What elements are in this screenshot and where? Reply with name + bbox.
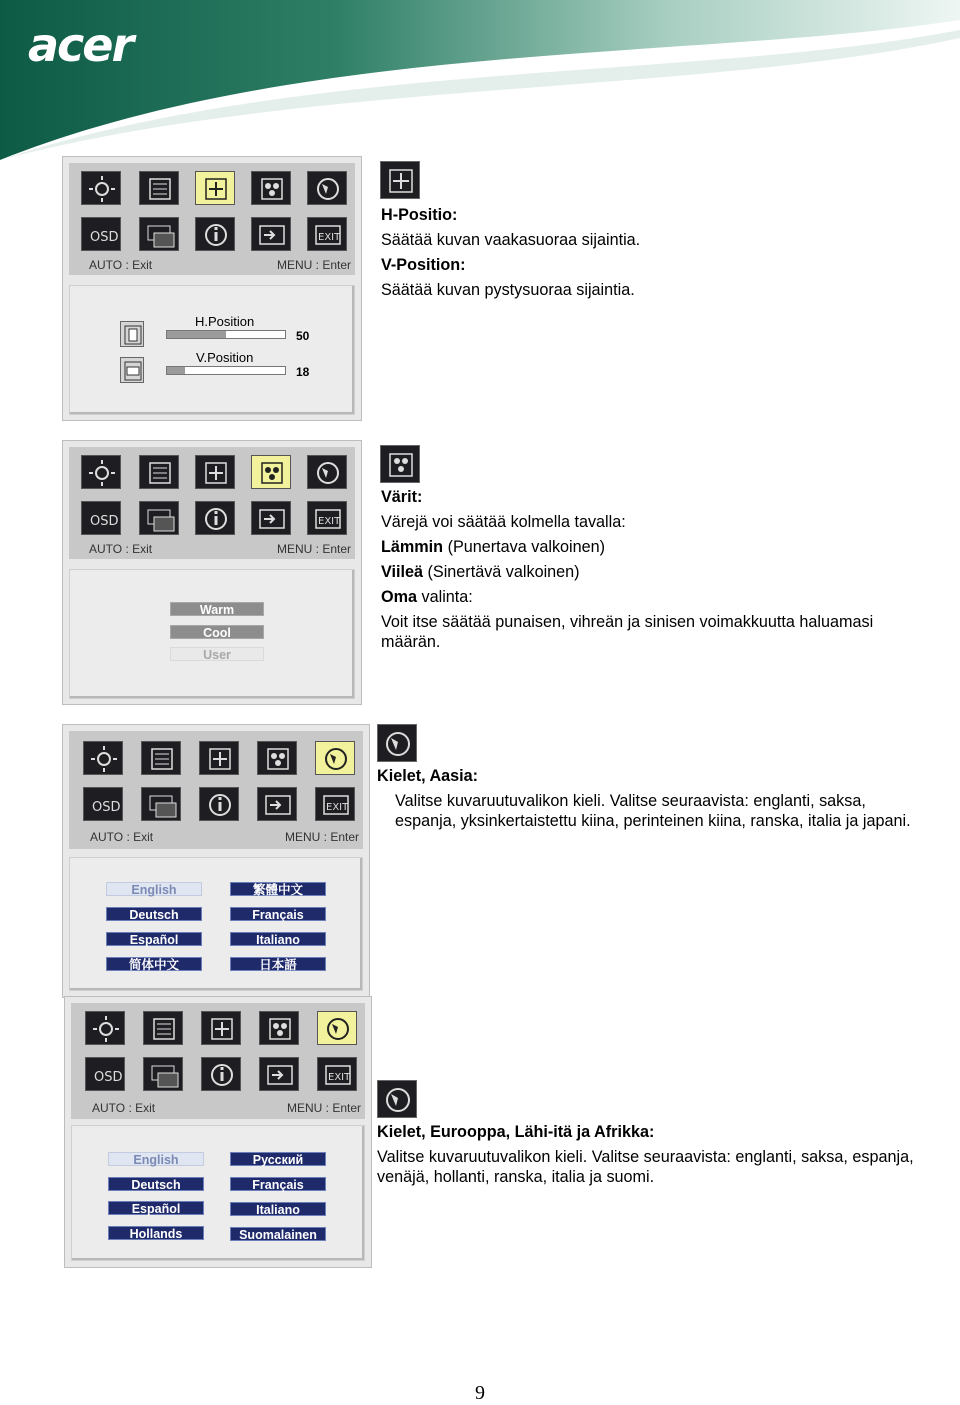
warm-option[interactable]: Warm <box>170 602 264 616</box>
osd-menu-bar <box>69 731 363 849</box>
osd-position-panel <box>62 156 362 421</box>
lang-right-3[interactable]: Italiano <box>230 932 326 946</box>
menu-enter-label: MENU : Enter <box>284 830 359 844</box>
color-title: Värit: <box>381 488 423 506</box>
language-icon <box>377 724 417 762</box>
v-position-value: 18 <box>296 365 310 379</box>
language-asia-desc: Valitse kuvaruutuvalikon kieli. Valitse seuraavista: englanti, saksa, espanja, yksinkertaistettu kiina, perinteinen kiina, ranska, italia ja japani. <box>395 792 911 830</box>
info-icon[interactable] <box>195 501 235 535</box>
svg-text:OSD: OSD <box>90 230 119 245</box>
v-position-title: V-Position: <box>381 256 466 274</box>
auto-exit-label: AUTO : Exit <box>90 830 154 844</box>
input-icon[interactable] <box>257 787 297 821</box>
cool-term: Viileä <box>381 563 424 581</box>
setup-icon[interactable] <box>139 217 179 251</box>
cool-desc: (Sinertävä valkoinen) <box>423 563 580 581</box>
color-icon[interactable] <box>257 741 297 775</box>
cool-option[interactable]: Cool <box>170 625 264 639</box>
user-line <box>381 587 473 607</box>
language-icon[interactable] <box>315 741 355 775</box>
v-position-fill <box>167 367 185 374</box>
color-icon <box>380 445 420 483</box>
exit-icon[interactable] <box>307 217 347 251</box>
lang-right-4[interactable]: 日本語 <box>230 957 326 971</box>
position-icon[interactable] <box>195 455 235 489</box>
user-desc: valinta: <box>417 588 473 606</box>
info-icon[interactable] <box>199 787 239 821</box>
position-icon[interactable] <box>199 741 239 775</box>
page-number: 9 <box>475 1382 485 1404</box>
v-position-slider[interactable] <box>166 366 286 375</box>
auto-exit-label: AUTO : Exit <box>89 258 153 272</box>
lang-left-1[interactable]: English <box>106 882 202 896</box>
osd-menu-bar <box>71 1003 365 1119</box>
osd-menu-bar <box>69 447 355 559</box>
svg-text:EXIT: EXIT <box>326 802 349 813</box>
osd-color-panel <box>62 440 362 705</box>
lang-right-4[interactable]: Suomalainen <box>230 1227 326 1241</box>
color-icon[interactable] <box>251 171 291 205</box>
picture-icon[interactable] <box>143 1011 183 1045</box>
osd-position-body <box>69 285 355 415</box>
position-icon <box>380 161 420 199</box>
input-icon[interactable] <box>259 1057 299 1091</box>
lang-right-1[interactable]: 繁體中文 <box>230 882 326 896</box>
brightness-icon[interactable] <box>81 171 121 205</box>
user-term: Oma <box>381 588 417 606</box>
language-icon[interactable] <box>307 455 347 489</box>
h-position-title: H-Positio: <box>381 206 458 224</box>
lang-left-2[interactable]: Deutsch <box>106 907 202 921</box>
lang-left-3[interactable]: Español <box>108 1201 204 1215</box>
lang-left-4[interactable]: Hollands <box>108 1226 204 1240</box>
brand-logo: acer <box>28 18 133 72</box>
v-position-label: V.Position <box>196 350 254 365</box>
position-icon[interactable] <box>195 171 235 205</box>
language-emea-desc: Valitse kuvaruutuvalikon kieli. Valitse seuraavista: englanti, saksa, espanja, venäjä, hollanti, ranska, italia ja suomi. <box>377 1148 914 1186</box>
lang-right-2[interactable]: Français <box>230 1177 326 1191</box>
auto-exit-label: AUTO : Exit <box>92 1101 156 1115</box>
color-icon[interactable] <box>259 1011 299 1045</box>
h-position-value: 50 <box>296 329 310 343</box>
user-detail: Voit itse säätää punaisen, vihreän ja sinisen voimakkuutta haluamasi määrän. <box>381 613 874 651</box>
svg-text:EXIT: EXIT <box>318 232 341 243</box>
osd-language-emea-panel <box>64 996 372 1268</box>
h-position-fill <box>167 331 226 338</box>
svg-text:EXIT: EXIT <box>328 1072 351 1083</box>
exit-icon[interactable] <box>315 787 355 821</box>
auto-exit-label: AUTO : Exit <box>89 542 153 556</box>
exit-icon[interactable] <box>317 1057 357 1091</box>
svg-text:OSD: OSD <box>90 514 119 529</box>
language-icon[interactable] <box>317 1011 357 1045</box>
info-icon[interactable] <box>195 217 235 251</box>
picture-icon[interactable] <box>139 455 179 489</box>
h-position-slider[interactable] <box>166 330 286 339</box>
color-intro: Värejä voi säätää kolmella tavalla: <box>381 513 626 531</box>
svg-text:OSD: OSD <box>94 1070 123 1085</box>
lang-right-2[interactable]: Français <box>230 907 326 921</box>
language-icon[interactable] <box>307 171 347 205</box>
language-emea-title: Kielet, Eurooppa, Lähi-itä ja Afrikka: <box>377 1123 655 1141</box>
h-position-icon <box>120 321 144 347</box>
osd-language-body <box>69 857 363 991</box>
osd-icon[interactable] <box>81 501 121 535</box>
lang-left-2[interactable]: Deutsch <box>108 1177 204 1191</box>
osd-icon[interactable] <box>83 787 123 821</box>
v-position-desc: Säätää kuvan pystysuoraa sijaintia. <box>381 281 635 299</box>
setup-icon[interactable] <box>141 787 181 821</box>
osd-language-body <box>71 1125 365 1261</box>
menu-enter-label: MENU : Enter <box>276 258 351 272</box>
input-icon[interactable] <box>251 501 291 535</box>
svg-text:OSD: OSD <box>92 800 121 815</box>
user-option[interactable]: User <box>170 647 264 661</box>
lang-left-3[interactable]: Español <box>106 932 202 946</box>
info-icon[interactable] <box>201 1057 241 1091</box>
menu-enter-label: MENU : Enter <box>286 1101 361 1115</box>
lang-left-4[interactable]: 简体中文 <box>106 957 202 971</box>
h-position-desc: Säätää kuvan vaakasuoraa sijaintia. <box>381 231 641 249</box>
osd-color-body <box>69 569 355 699</box>
brightness-icon[interactable] <box>81 455 121 489</box>
lang-left-1[interactable]: English <box>108 1152 204 1166</box>
h-position-label: H.Position <box>195 314 255 329</box>
warm-desc: (Punertava valkoinen) <box>443 538 606 556</box>
svg-text:EXIT: EXIT <box>318 516 341 527</box>
osd-language-asia-panel <box>62 724 370 998</box>
menu-enter-label: MENU : Enter <box>276 542 351 556</box>
warm-line <box>381 537 605 557</box>
header-swoosh <box>0 0 960 160</box>
input-icon[interactable] <box>251 217 291 251</box>
setup-icon[interactable] <box>139 501 179 535</box>
picture-icon[interactable] <box>141 741 181 775</box>
picture-icon[interactable] <box>139 171 179 205</box>
lang-right-1[interactable]: Русский <box>230 1152 326 1166</box>
exit-icon[interactable] <box>307 501 347 535</box>
lang-right-3[interactable]: Italiano <box>230 1202 326 1216</box>
language-asia-title: Kielet, Aasia: <box>377 767 479 785</box>
page-header <box>0 0 960 160</box>
position-icon[interactable] <box>201 1011 241 1045</box>
language-icon <box>377 1080 417 1118</box>
osd-icon[interactable] <box>81 217 121 251</box>
brightness-icon[interactable] <box>83 741 123 775</box>
warm-term: Lämmin <box>381 538 444 556</box>
osd-icon[interactable] <box>85 1057 125 1091</box>
osd-menu-bar <box>69 163 355 275</box>
setup-icon[interactable] <box>143 1057 183 1091</box>
v-position-icon <box>120 357 144 383</box>
brightness-icon[interactable] <box>85 1011 125 1045</box>
cool-line <box>381 562 580 582</box>
color-icon[interactable] <box>251 455 291 489</box>
